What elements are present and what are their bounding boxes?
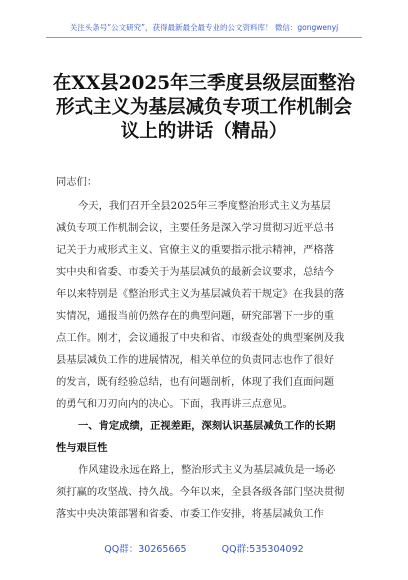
footer-qq-group-1: QQ群：30265665 <box>104 544 187 555</box>
paragraph-line: 须打赢的攻坚战、持久战。今年以来，全县各级各部门坚决贯彻 <box>56 486 345 498</box>
heading-line: 一、肯定成绩，正视差距，深刻认识基层减负工作的长期 <box>78 420 336 432</box>
paragraph-line: 实中央和省委、市委关于为基层减负的最新会议要求，总结今 <box>56 266 335 278</box>
footer <box>0 541 408 555</box>
title-line: 在XX县2025年三季度县级层面整治 <box>52 73 356 94</box>
footer-qq-group-2: QQ群:535304092 <box>221 544 304 555</box>
heading-line: 性与艰巨性 <box>56 442 108 454</box>
paragraph-line: 减负专项工作机制会议，主要任务是深入学习贯彻习近平总书 <box>56 222 335 234</box>
paragraph-intro <box>56 195 356 415</box>
paragraph-line: 的勇气和刀刃向内的决心。下面，我再讲三点意见。 <box>56 398 293 410</box>
paragraph-section1 <box>56 459 356 525</box>
paragraph-line: 落实中央决策部署和省委、市委工作安排，将基层减负工作 <box>56 508 324 520</box>
paragraph-line: 今天，我们召开全县2025年三季度整治形式主义为基层 <box>78 200 331 212</box>
header-banner: 关注头条号“公文研究”，获得最新最全最专业的公文资料库！ 微信：gongwenyj <box>69 23 339 32</box>
paragraph-line: 作风建设永远在路上，整治形式主义为基层减负是一场必 <box>78 464 336 476</box>
paragraph-line: 县基层减负工作的进展情况，相关单位的负责同志也作了很好 <box>56 354 335 366</box>
salutation: 同志们： <box>56 176 98 188</box>
header-divider <box>46 37 362 38</box>
paragraph-line: 点工作。刚才，会议通报了中央和省、市级查处的典型案例及我 <box>56 332 345 344</box>
document-title <box>40 72 368 144</box>
paragraph-line: 实情况，通报当前仍然存在的典型问题，研究部署下一步的重 <box>56 310 335 322</box>
section-heading-1 <box>56 415 356 459</box>
title-line: 形式主义为基层减负专项工作机制会 <box>55 97 352 118</box>
paragraph-line: 年以来特别是《整治形式主义为基层减负若干规定》在我县的落 <box>56 288 345 300</box>
title-line: 议上的讲话（精品） <box>120 121 288 142</box>
paragraph-line: 记关于力戒形式主义、官僚主义的重要指示批示精神，严格落 <box>56 244 335 256</box>
paragraph-line: 的发言，既有经验总结，也有问题剖析，体现了我们直面问题 <box>56 376 335 388</box>
